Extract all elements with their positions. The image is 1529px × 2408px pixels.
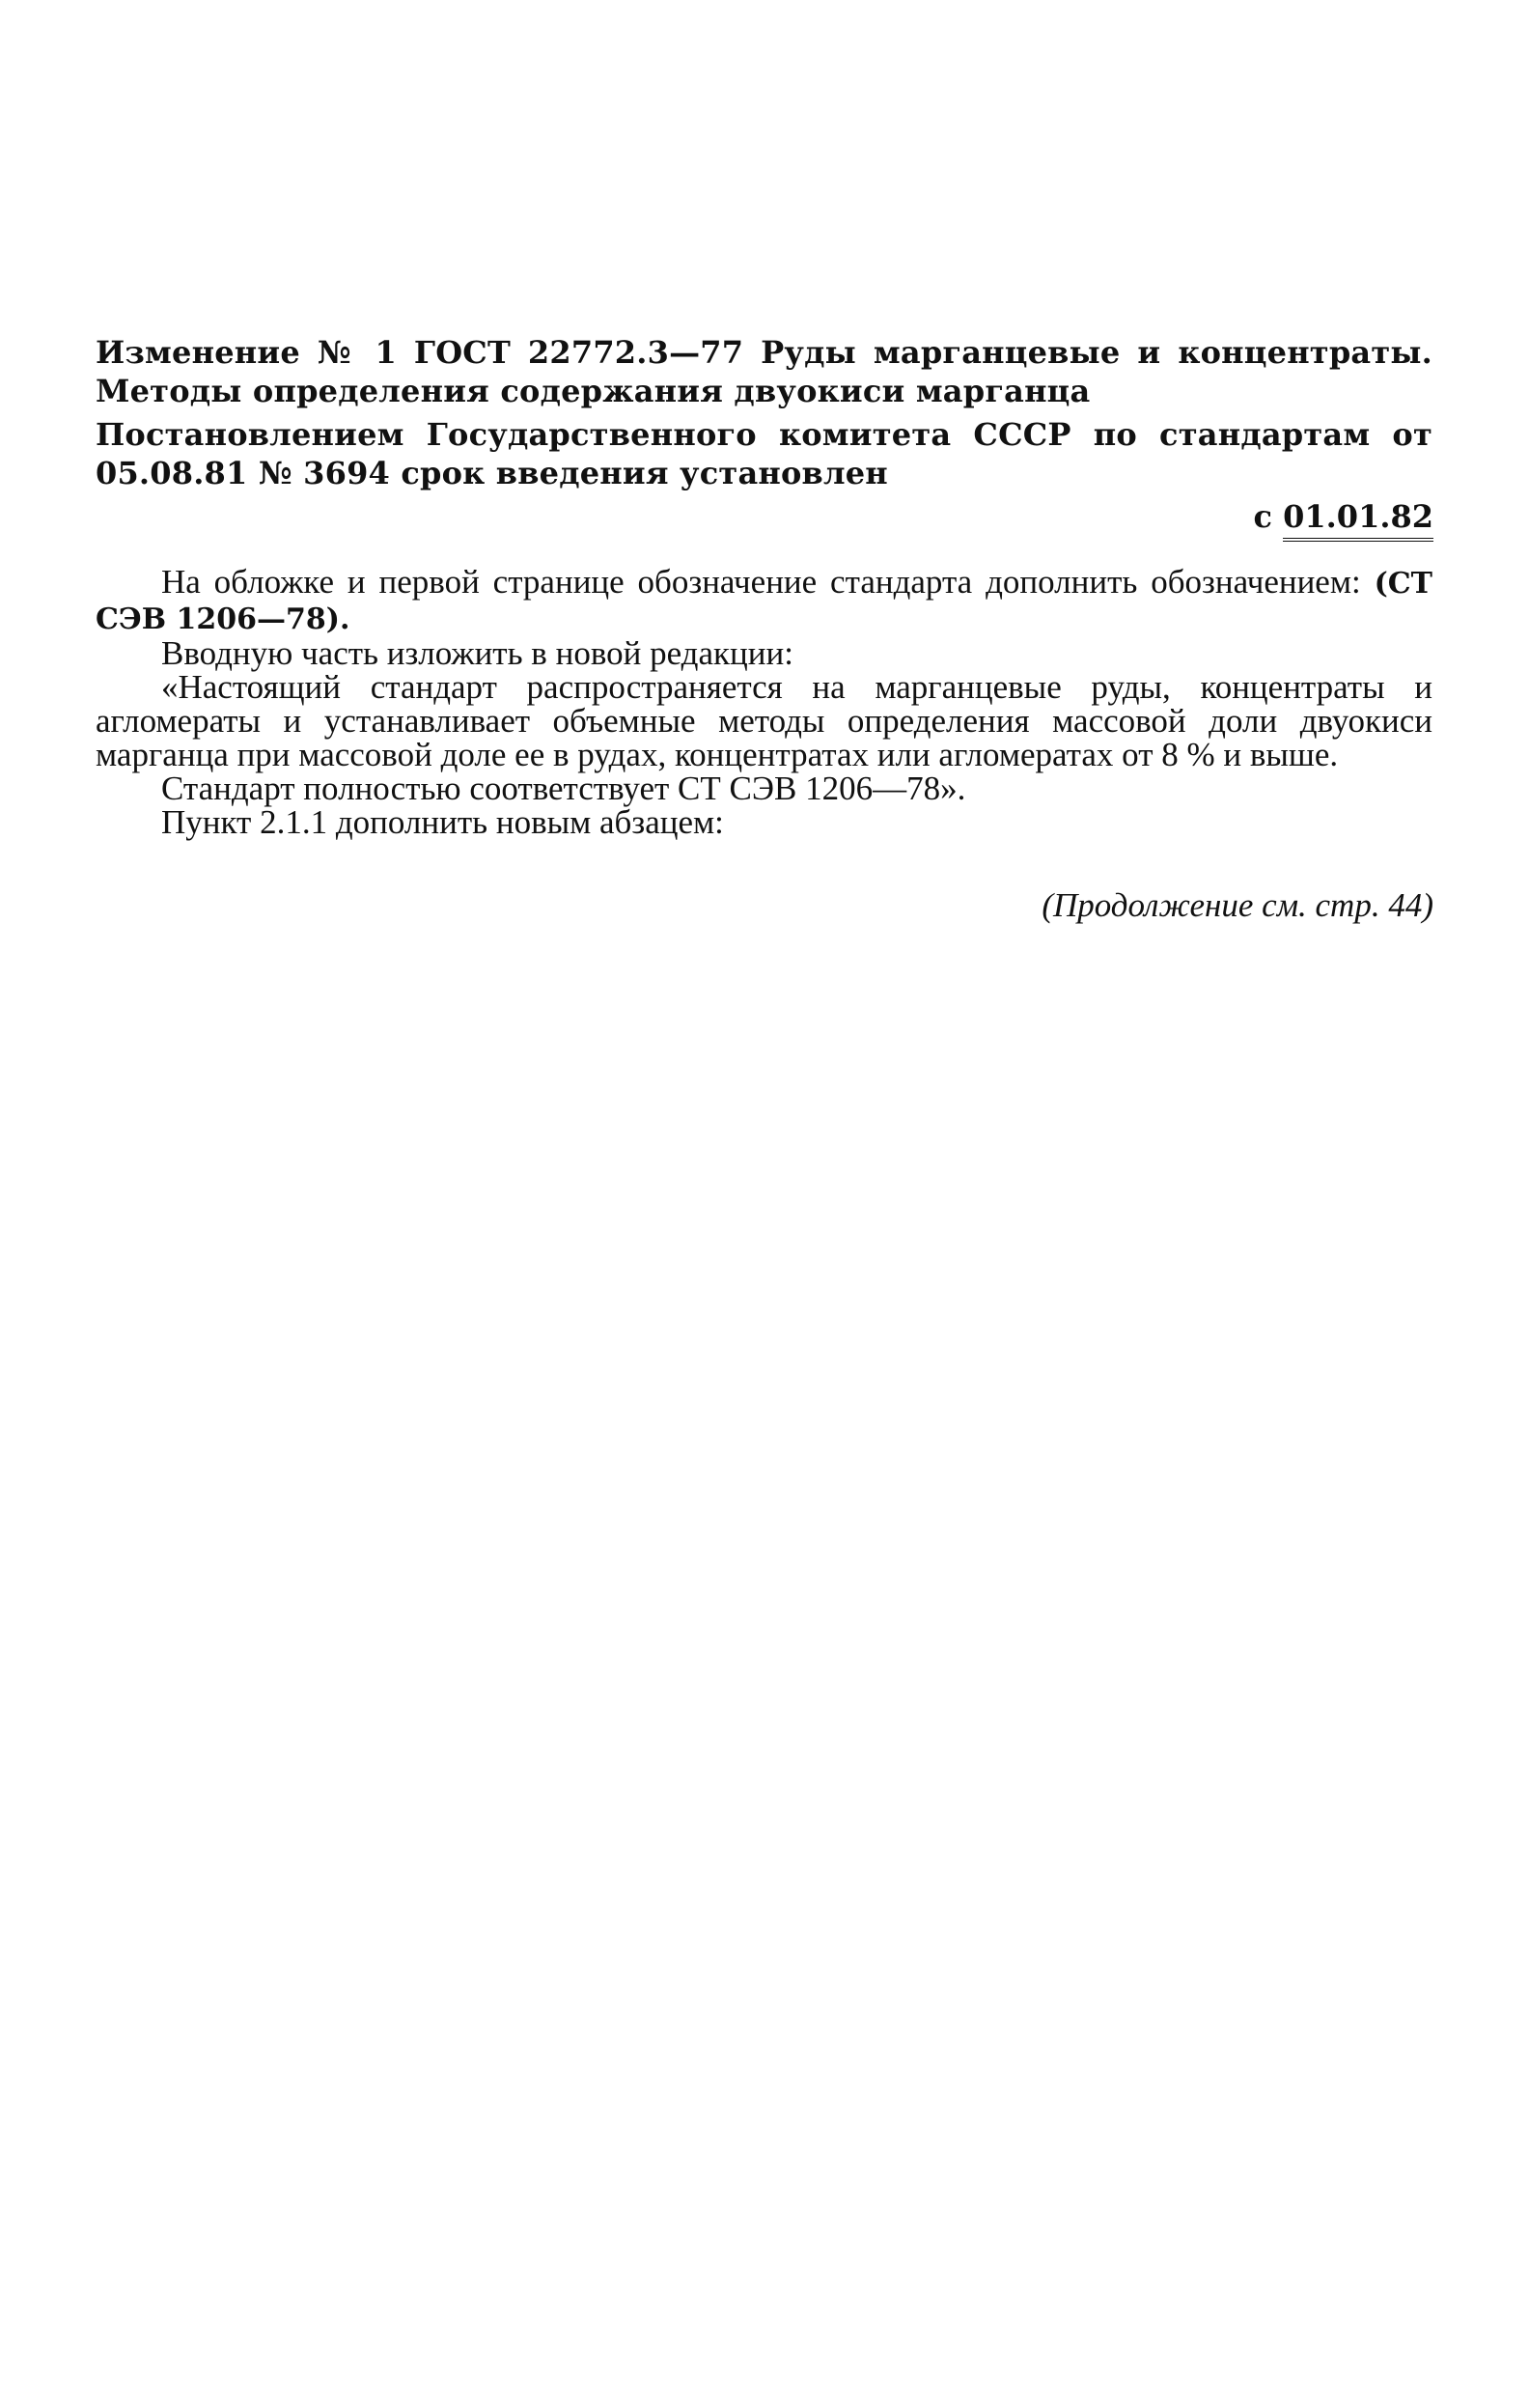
paragraph-cover-designation	[96, 565, 1432, 636]
paragraph-intro-new-text: «Настоящий стандарт распространяется на марганцевые руды, концентраты и агломераты и устанавливает объемные методы определения массовой доли двуокиси марганца при массовой доле ее в рудах, концентратах или агломератах от 8 % и выше.	[96, 668, 1432, 773]
paragraph-compliance: Стандарт полностью соответствует СТ СЭВ 1206—78».	[161, 770, 966, 807]
effective-date-prefix: с	[1253, 498, 1272, 535]
resolution-text: Постановлением Государственного комитета СССР по стандартам от 05.08.81 № 3694 срок введения установлен	[96, 416, 1432, 491]
paragraph-clause-2-1-1: Пункт 2.1.1 дополнить новым абзацем:	[161, 803, 724, 841]
paragraph-text: На обложке и первой странице обозначение стандарта дополнить обозначением:	[161, 563, 1361, 601]
effective-date-line	[1254, 497, 1434, 542]
paragraph-intro-instruction: Вводную часть изложить в новой редакции:	[161, 634, 793, 672]
amendment-heading: Изменение № 1 ГОСТ 22772.3—77 Руды марганцевые и концентраты. Методы определения содержания двуокиси марганца	[96, 334, 1432, 409]
continuation-note: (Продолжение см. стр. 44)	[1042, 886, 1433, 924]
standard-designation: (СТ СЭВ 1206—78).	[96, 567, 1433, 636]
amendment-body	[96, 565, 1432, 839]
effective-date: 01.01.82	[1283, 497, 1433, 542]
